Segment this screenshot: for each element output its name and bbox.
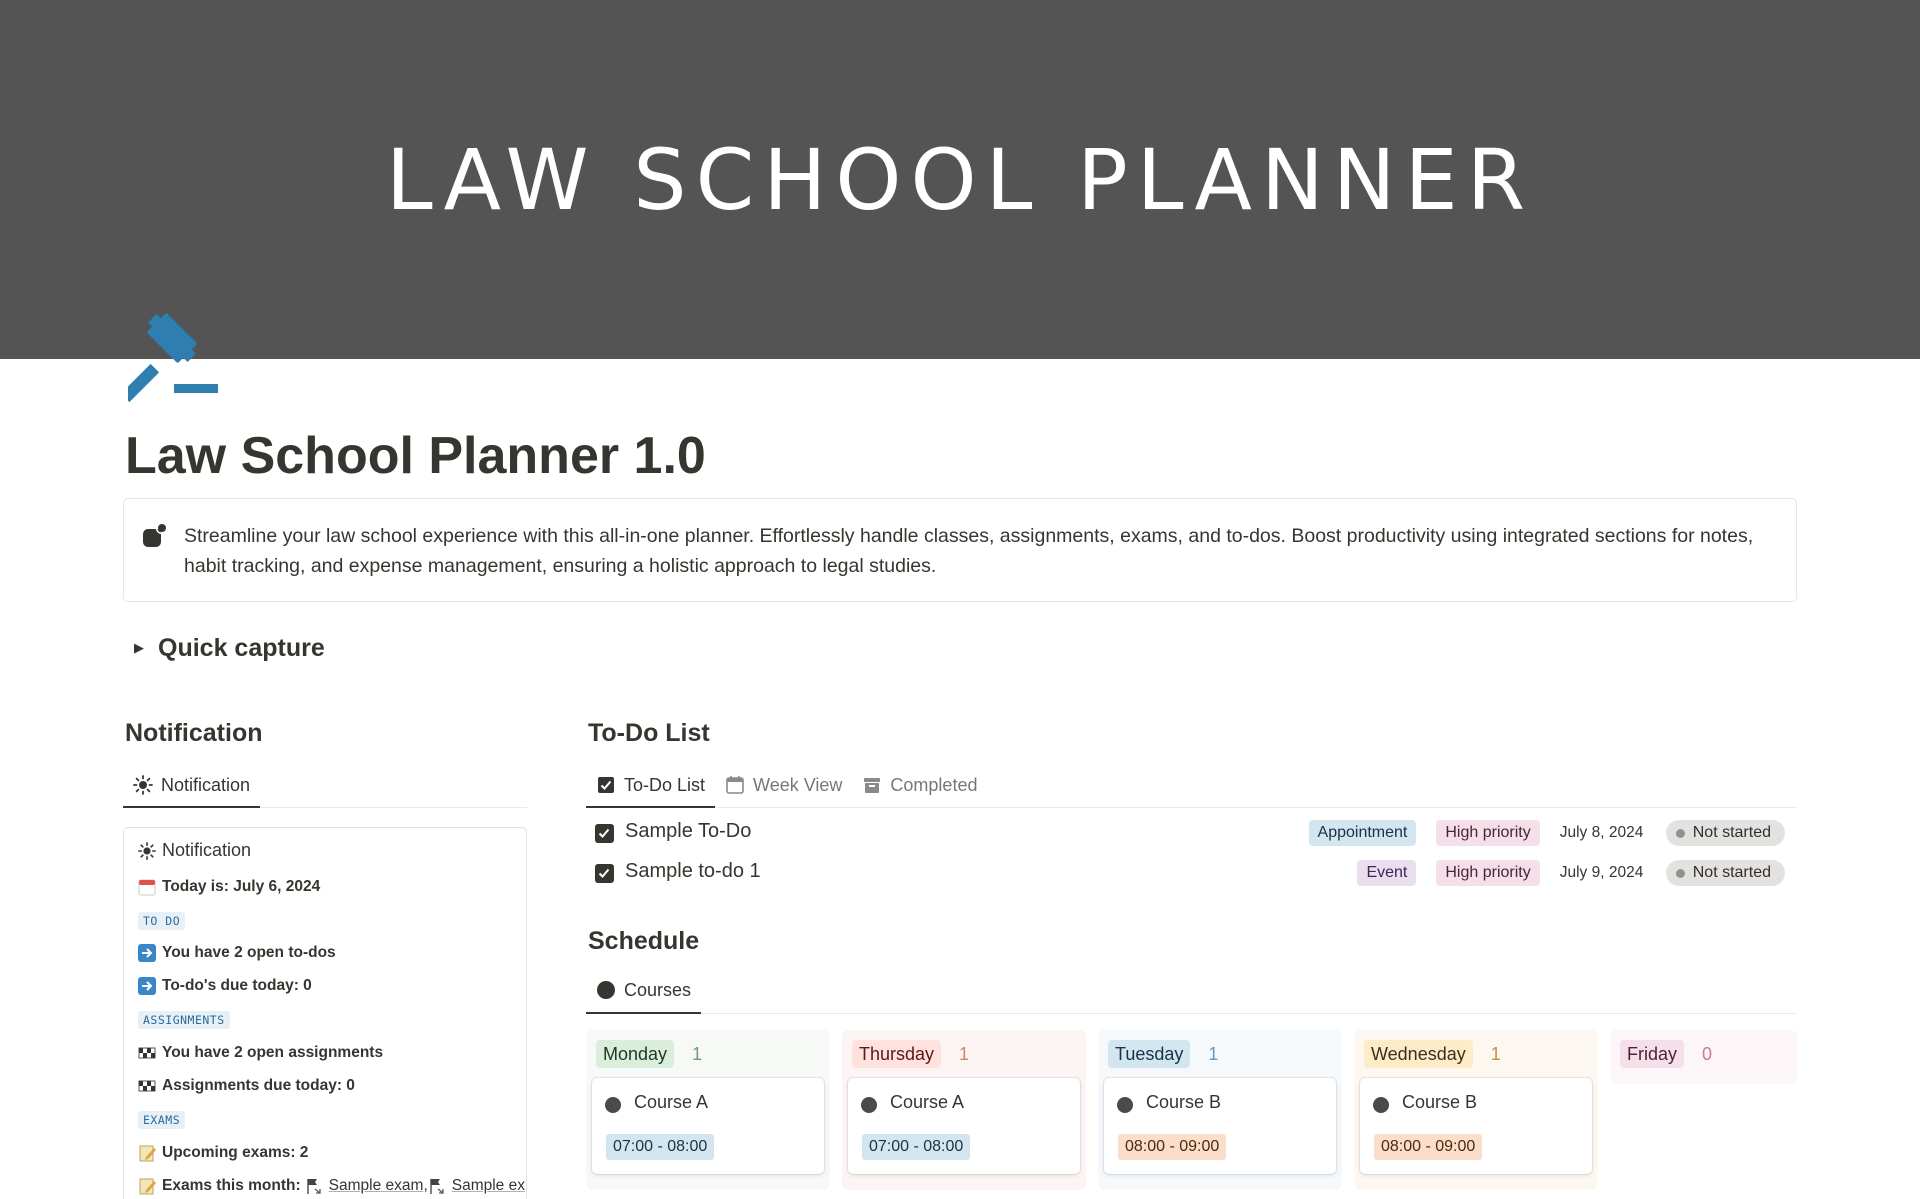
tab-label: To-Do List xyxy=(624,774,706,795)
tab-todo-list[interactable] xyxy=(586,763,715,807)
assignments-due-text: Assignments due today: 0 xyxy=(162,1077,355,1094)
exam-separator: , xyxy=(423,1177,428,1194)
time-tag: 08:00 - 09:00 xyxy=(1374,1134,1482,1160)
todo-title[interactable]: Sample to-do 1 xyxy=(625,860,761,882)
column-header xyxy=(1620,1040,1712,1068)
todo-row[interactable] xyxy=(586,813,1797,853)
due-date: July 8, 2024 xyxy=(1559,824,1644,841)
page-cover[interactable] xyxy=(0,0,1920,359)
course-title: Course A xyxy=(634,1092,709,1112)
item-count: 0 xyxy=(1702,1043,1713,1064)
circle-icon xyxy=(605,1097,621,1113)
circle-icon xyxy=(1373,1097,1389,1113)
exam-link[interactable]: Sample exam xyxy=(328,1177,424,1194)
day-label[interactable]: Friday xyxy=(1620,1040,1684,1068)
column-header xyxy=(596,1040,702,1068)
schedule-view-tabs xyxy=(586,967,1797,1014)
cover-title: LAW SCHOOL PLANNER xyxy=(385,131,1535,229)
time-tag: 07:00 - 08:00 xyxy=(862,1134,970,1160)
status-badge xyxy=(1666,860,1785,886)
today-row xyxy=(138,878,320,896)
checkered-flag-icon xyxy=(138,1077,156,1095)
assignments-tag: ASSIGNMENTS xyxy=(138,1011,230,1029)
time-tag: 08:00 - 09:00 xyxy=(1118,1134,1226,1160)
status-dot-icon xyxy=(1676,869,1685,878)
status-text: Not started xyxy=(1692,864,1771,881)
item-count: 1 xyxy=(959,1043,970,1064)
tab-label: Completed xyxy=(890,774,978,795)
status-dot-icon xyxy=(1676,829,1685,838)
schedule-heading: Schedule xyxy=(588,927,700,955)
tab-completed[interactable] xyxy=(852,763,987,807)
tab-label: Notification xyxy=(161,774,251,795)
schedule-board xyxy=(586,1030,1797,1199)
open-assignments-text: You have 2 open assignments xyxy=(162,1044,384,1061)
open-assignments-row xyxy=(138,1044,383,1062)
priority-tag: High priority xyxy=(1436,820,1539,846)
tab-label: Week View xyxy=(753,774,843,795)
type-tag: Event xyxy=(1357,860,1416,886)
board-column-wednesday xyxy=(1354,1030,1598,1190)
todo-row[interactable] xyxy=(586,853,1797,893)
day-label[interactable]: Wednesday xyxy=(1364,1040,1473,1068)
sun-icon xyxy=(138,842,156,860)
exams-tag: EXAMS xyxy=(138,1111,185,1129)
tab-week-view[interactable] xyxy=(715,763,852,807)
todo-heading: To-Do List xyxy=(588,719,710,747)
flag-icon xyxy=(428,1177,446,1195)
upcoming-exams-row xyxy=(138,1144,308,1162)
course-title: Course B xyxy=(1402,1092,1478,1112)
course-card[interactable] xyxy=(1104,1078,1336,1174)
todo-section-tag xyxy=(138,912,185,930)
assignments-due-row xyxy=(138,1077,355,1095)
todo-title[interactable]: Sample To-Do xyxy=(625,820,752,842)
checkered-flag-icon xyxy=(138,1044,156,1062)
course-title: Course A xyxy=(890,1092,965,1112)
notification-card-title xyxy=(138,840,251,861)
status-text: Not started xyxy=(1692,824,1771,841)
todos-due-row xyxy=(138,977,312,995)
toggle-arrow-icon[interactable]: ▶ xyxy=(134,640,144,655)
column-header xyxy=(1364,1040,1501,1068)
todo-tag: TO DO xyxy=(138,912,185,930)
todo-properties xyxy=(1289,820,1785,846)
day-label[interactable]: Tuesday xyxy=(1108,1040,1190,1068)
calendar-icon xyxy=(138,878,156,896)
circle-icon xyxy=(861,1097,877,1113)
open-todos-row xyxy=(138,944,336,962)
calendar-icon xyxy=(725,775,745,795)
column-header xyxy=(852,1040,969,1068)
shapes-icon xyxy=(142,523,168,549)
gavel-icon[interactable] xyxy=(128,306,224,402)
priority-tag: High priority xyxy=(1436,860,1539,886)
tab-label: Courses xyxy=(624,979,692,1000)
callout-text: Streamline your law school experience with this all-in-one planner. Effortlessly handle classes, assignments, exams, and to-dos. Boost productivity using integrated sections for notes, habit tracking, and expense management, ensuring a holistic approach to legal studies. xyxy=(184,525,1754,577)
flag-icon xyxy=(305,1177,323,1195)
quick-capture-label: Quick capture xyxy=(158,633,325,662)
page-title[interactable]: Law School Planner 1.0 xyxy=(125,427,706,485)
course-card[interactable] xyxy=(848,1078,1080,1174)
type-tag: Appointment xyxy=(1309,820,1417,846)
exams-section-tag xyxy=(138,1111,185,1129)
notification-view-tabs xyxy=(123,763,527,808)
board-column-monday xyxy=(586,1030,830,1190)
board-column-tuesday xyxy=(1098,1030,1342,1190)
archive-icon xyxy=(862,775,882,795)
tab-courses[interactable] xyxy=(586,967,701,1013)
due-date: July 9, 2024 xyxy=(1559,864,1644,881)
checkbox-icon xyxy=(596,775,616,795)
item-count: 1 xyxy=(692,1043,703,1064)
status-badge xyxy=(1666,820,1785,846)
exams-month-label: Exams this month: xyxy=(162,1177,301,1194)
course-card[interactable] xyxy=(1360,1078,1592,1174)
notification-title-text: Notification xyxy=(162,840,252,860)
memo-icon xyxy=(138,1177,156,1195)
course-title: Course B xyxy=(1146,1092,1222,1112)
open-todos-text: You have 2 open to-dos xyxy=(162,944,336,961)
time-tag: 07:00 - 08:00 xyxy=(606,1134,714,1160)
notification-card[interactable] xyxy=(123,827,527,1199)
sun-icon xyxy=(133,775,153,795)
memo-icon xyxy=(138,1144,156,1162)
description-callout[interactable] xyxy=(123,498,1797,602)
arrow-right-icon xyxy=(138,944,156,962)
arrow-right-icon xyxy=(138,977,156,995)
todos-due-text: To-do's due today: 0 xyxy=(162,977,312,994)
board-column-friday xyxy=(1610,1030,1797,1084)
notification-heading: Notification xyxy=(125,719,263,747)
upcoming-exams-text: Upcoming exams: 2 xyxy=(162,1144,309,1161)
tab-notification[interactable] xyxy=(123,763,260,807)
circle-icon xyxy=(596,980,616,1000)
assignments-section-tag xyxy=(138,1011,230,1029)
checkbox-checked-icon[interactable] xyxy=(595,864,614,883)
circle-icon xyxy=(1117,1097,1133,1113)
exam-link[interactable]: Sample ex xyxy=(451,1177,525,1194)
today-text: Today is: July 6, 2024 xyxy=(162,878,321,895)
item-count: 1 xyxy=(1208,1043,1219,1064)
item-count: 1 xyxy=(1490,1043,1501,1064)
course-card[interactable] xyxy=(592,1078,824,1174)
exams-month-row xyxy=(138,1177,525,1195)
todo-properties xyxy=(1337,860,1785,886)
day-label[interactable]: Monday xyxy=(596,1040,674,1068)
day-label[interactable]: Thursday xyxy=(852,1040,941,1068)
checkbox-checked-icon[interactable] xyxy=(595,824,614,843)
todo-view-tabs xyxy=(586,763,1797,808)
board-column-thursday xyxy=(842,1030,1086,1190)
column-header xyxy=(1108,1040,1218,1068)
quick-capture-toggle[interactable] xyxy=(128,630,325,666)
